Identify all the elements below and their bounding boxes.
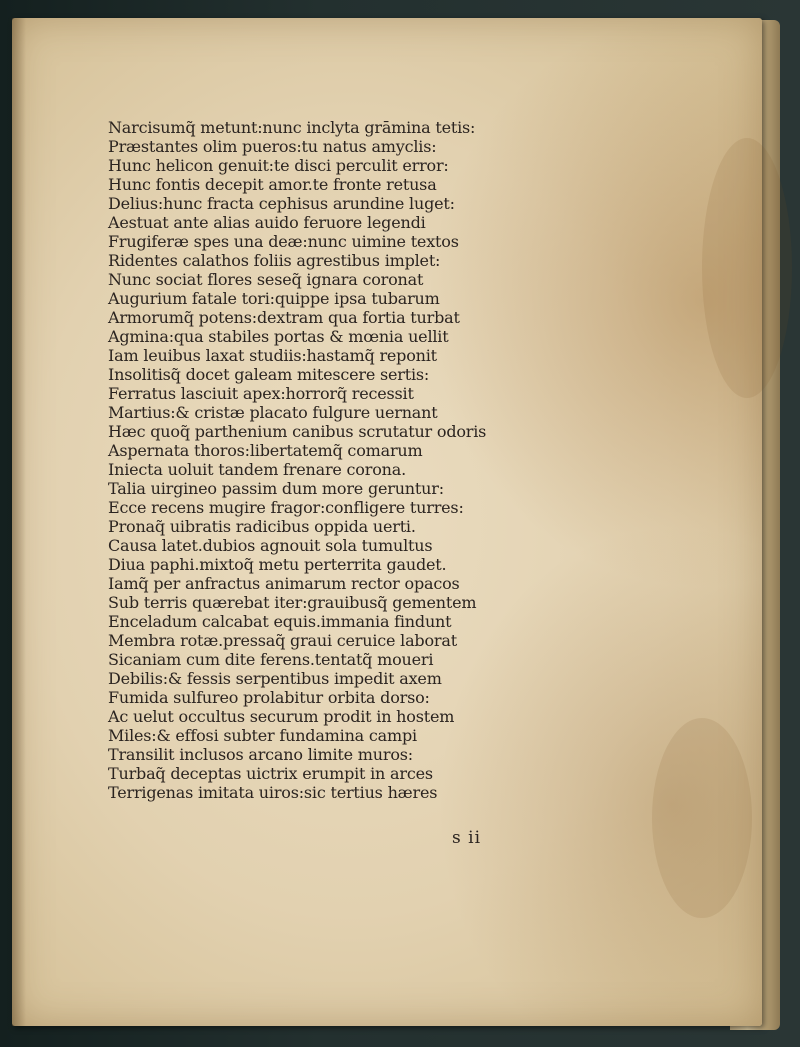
verse-line: Iniecta uoluit tandem frenare corona. [108, 460, 406, 479]
verse-line: Debilis:& fessis serpentibus impedit axem [108, 669, 442, 688]
verse-line: Aspernata thoros:libertatemq̃ comarum [108, 441, 423, 460]
verse-line: Sicaniam cum dite ferens.tentatq̃ moueri [108, 650, 434, 669]
verse-line: Narcisumq̃ metunt:nunc inclyta grāmina tetis: [108, 118, 476, 137]
verse-line: Enceladum calcabat equis.immania findunt [108, 612, 452, 631]
verse-line: Hæc quoq̃ parthenium canibus scrutatur odoris [108, 422, 487, 441]
verse-line: Agmina:qua stabiles portas & mœnia uellit [108, 327, 449, 346]
verse-line: Ac uelut occultus securum prodit in hostem [108, 707, 455, 726]
verse-line: Ecce recens mugire fragor:confligere turres: [108, 498, 464, 517]
verse-line: Talia uirgineo passim dum more geruntur: [108, 479, 444, 498]
verse-line: Hunc fontis decepit amor.te fronte retusa [108, 175, 437, 194]
verse-line: Fumida sulfureo prolabitur orbita dorso: [108, 688, 430, 707]
verse-line: Nunc sociat flores seseq̃ ignara coronat [108, 270, 424, 289]
verse-text-block [108, 118, 528, 802]
verse-line: Martius:& cristæ placato fulgure uernant [108, 403, 438, 422]
verse-line: Delius:hunc fracta cephisus arundine luget: [108, 194, 455, 213]
verse-line: Pronaq̃ uibratis radicibus oppida uerti. [108, 517, 416, 536]
verse-line: Turbaq̃ deceptas uictrix erumpit in arces [108, 764, 433, 783]
verse-line: Causa latet.dubios agnouit sola tumultus [108, 536, 433, 555]
verse-line: Ferratus lasciuit apex:horrorq̃ recessit [108, 384, 414, 403]
verse-line: Membra rotæ.pressaq̃ graui ceruice laborat [108, 631, 457, 650]
page-gutter-shadow [12, 18, 26, 1026]
verse-line: Ridentes calathos foliis agrestibus implet: [108, 251, 441, 270]
verse-line: Sub terris quærebat iter:grauibusq̃ gementem [108, 593, 477, 612]
book-page [12, 18, 762, 1026]
signature-mark: s ii [452, 828, 482, 848]
verse-line: Diua paphi.mixtoq̃ metu perterrita gaudet. [108, 555, 447, 574]
verse-line: Aestuat ante alias auido feruore legendi [108, 213, 426, 232]
verse-line: Iam leuibus laxat studiis:hastamq̃ reponit [108, 346, 437, 365]
foxing-stain [652, 718, 752, 918]
verse-line: Augurium fatale tori:quippe ipsa tubarum [108, 289, 440, 308]
verse-line: Terrigenas imitata uiros:sic tertius hæres [108, 783, 438, 802]
verse-line: Miles:& effosi subter fundamina campi [108, 726, 417, 745]
verse-line: Præstantes olim pueros:tu natus amyclis: [108, 137, 437, 156]
verse-line: Insolitisq̃ docet galeam mitescere sertis: [108, 365, 430, 384]
verse-line: Transilit inclusos arcano limite muros: [108, 745, 413, 764]
verse-line: Armorumq̃ potens:dextram qua fortia turbat [108, 308, 460, 327]
verse-line: Iamq̃ per anfractus animarum rector opacos [108, 574, 460, 593]
verse-line: Hunc helicon genuit:te disci perculit error: [108, 156, 449, 175]
verse-line: Frugiferæ spes una deæ:nunc uimine textos [108, 232, 459, 251]
foxing-stain [702, 138, 792, 398]
